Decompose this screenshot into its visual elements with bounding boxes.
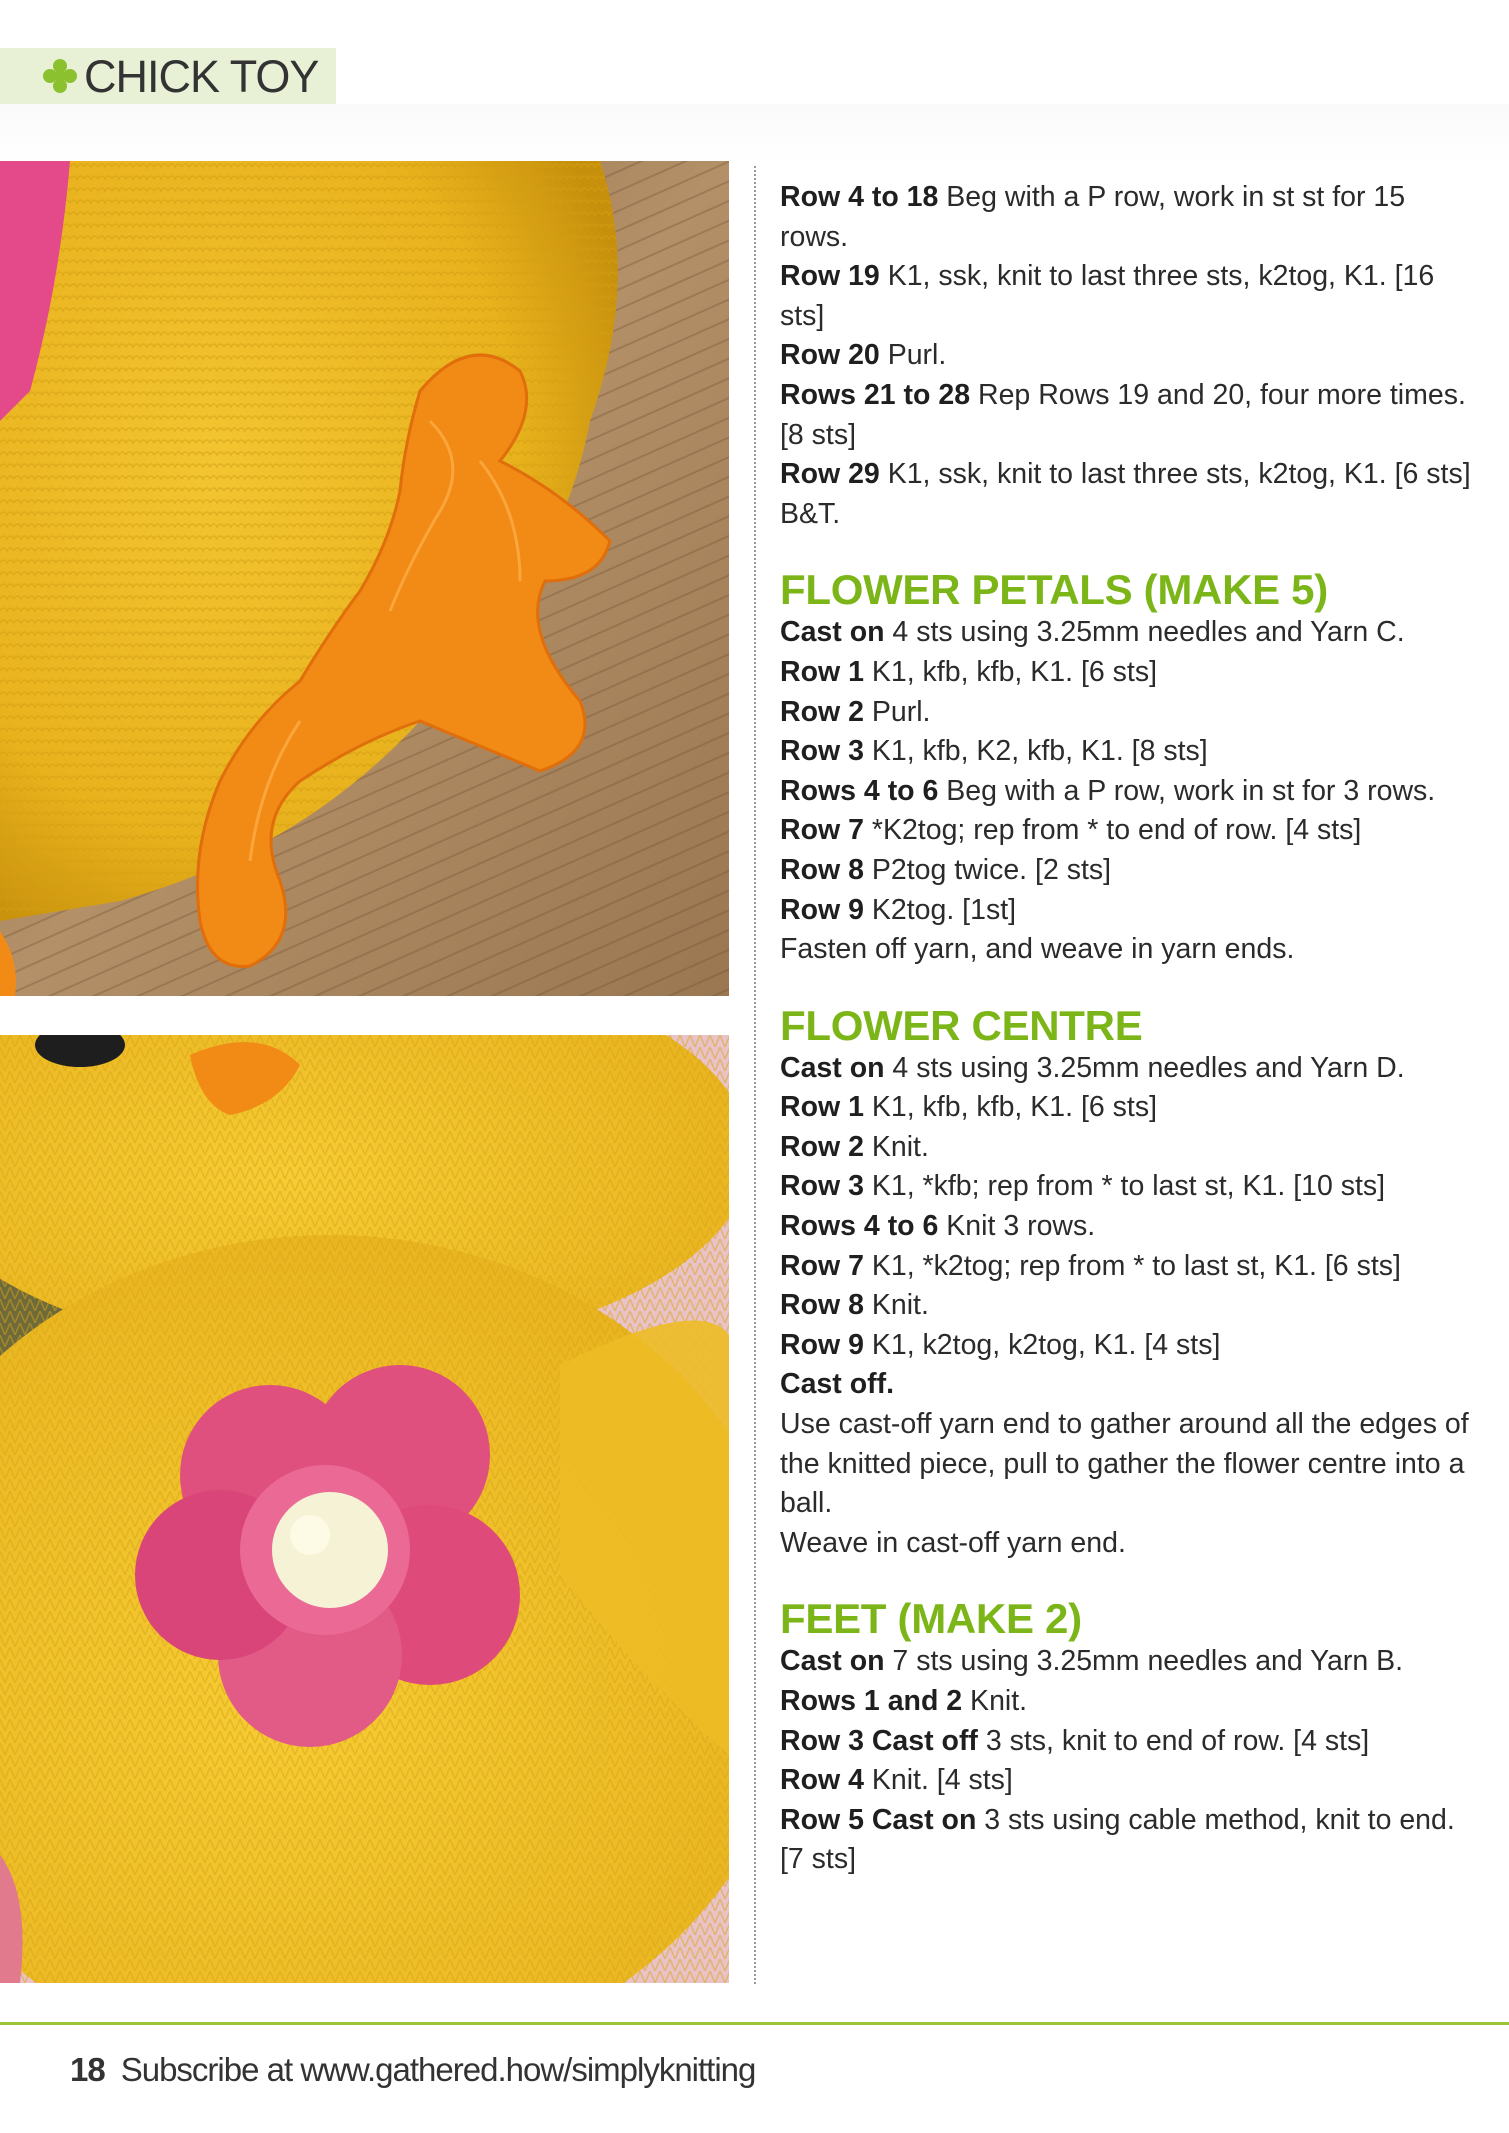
pattern-row: Row 9 K2tog. [1st] — [780, 893, 1017, 926]
pattern-row: Row 1 K1, kfb, kfb, K1. [6 sts] — [780, 655, 1157, 688]
pattern-row: Cast on 4 sts using 3.25mm needles and Yarn C. — [780, 616, 1405, 649]
page-footer — [70, 2051, 755, 2089]
pattern-row: Row 3 Cast off 3 sts, knit to end of row. [4 sts] — [780, 1724, 1370, 1757]
page-tint — [0, 104, 1509, 164]
pattern-row: Row 3 K1, kfb, K2, kfb, K1. [8 sts] — [780, 735, 1208, 768]
pattern-row: Rows 1 and 2 Knit. — [780, 1685, 1028, 1717]
pattern-row: Row 3 K1, *kfb; rep from * to last st, K1. [10 sts] — [780, 1170, 1386, 1203]
pattern-row: Cast off. — [780, 1368, 894, 1401]
pattern-row: Rows 4 to 6 Beg with a P row, work in st for 3 rows. — [780, 774, 1436, 807]
pattern-row: Row 4 to 18 Beg with a P row, work in st st for 15 rows. — [780, 181, 1406, 253]
chick-foot-photo — [0, 161, 729, 996]
pattern-row: Row 20 Purl. — [780, 339, 947, 372]
pattern-text-column — [780, 178, 1480, 1880]
section-heading-feet: FEET (MAKE 2) — [780, 1595, 1082, 1643]
pattern-row: Row 29 K1, ssk, knit to last three sts, k2tog, K1. [6 sts] — [780, 458, 1471, 491]
pattern-row: Rows 4 to 6 Knit 3 rows. — [780, 1210, 1096, 1243]
chick-flower-photo — [0, 1035, 729, 1983]
pattern-row: Row 19 K1, ssk, knit to last three sts, k2tog, K1. [16 sts] — [780, 260, 1435, 332]
pattern-row: Row 4 Knit. [4 sts] — [780, 1764, 1013, 1797]
section-heading-centre: FLOWER CENTRE — [780, 1001, 1143, 1049]
footer-rule — [0, 2022, 1509, 2025]
pattern-row: Use cast-off yarn end to gather around all the edges of the knitted piece, pull to gather the flower centre into a ball. — [780, 1408, 1469, 1520]
centre-rows — [780, 1049, 1480, 1564]
pattern-row: Weave in cast-off yarn end. — [780, 1526, 1126, 1559]
clover-icon — [42, 58, 78, 94]
feet-rows — [780, 1642, 1480, 1880]
page-number: 18 — [70, 2051, 105, 2088]
pattern-row: Row 2 Purl. — [780, 695, 931, 728]
pattern-row: Row 2 Knit. — [780, 1130, 929, 1163]
pattern-row: B&T. — [780, 497, 841, 530]
pattern-row: Row 5 Cast on 3 sts using cable method, knit to end. [7 sts] — [780, 1803, 1455, 1876]
pattern-row: Row 8 P2tog twice. [2 sts] — [780, 853, 1112, 886]
section-header — [0, 48, 336, 104]
pattern-row: Row 1 K1, kfb, kfb, K1. [6 sts] — [780, 1091, 1157, 1124]
pattern-row: Rows 21 to 28 Rep Rows 19 and 20, four more times. [8 sts] — [780, 378, 1466, 451]
column-divider — [754, 166, 756, 1984]
section-title: CHICK TOY — [84, 50, 319, 102]
continuation-rows — [780, 178, 1480, 534]
subscribe-link[interactable]: Subscribe at www.gathered.how/simplyknitting — [120, 2051, 756, 2088]
pattern-row: Cast on 4 sts using 3.25mm needles and Yarn D. — [780, 1051, 1405, 1084]
section-heading-petals: FLOWER PETALS (MAKE 5) — [780, 566, 1328, 614]
pattern-row: Row 7 *K2tog; rep from * to end of row. [4 sts] — [780, 814, 1362, 847]
pattern-row: Cast on 7 sts using 3.25mm needles and Yarn B. — [780, 1645, 1404, 1678]
pattern-row: Row 9 K1, k2tog, k2tog, K1. [4 sts] — [780, 1328, 1221, 1361]
petals-rows — [780, 613, 1480, 969]
pattern-row: Row 7 K1, *k2tog; rep from * to last st, K1. [6 sts] — [780, 1249, 1401, 1282]
pattern-row: Fasten off yarn, and weave in yarn ends. — [780, 933, 1295, 966]
pattern-row: Row 8 Knit. — [780, 1289, 929, 1322]
